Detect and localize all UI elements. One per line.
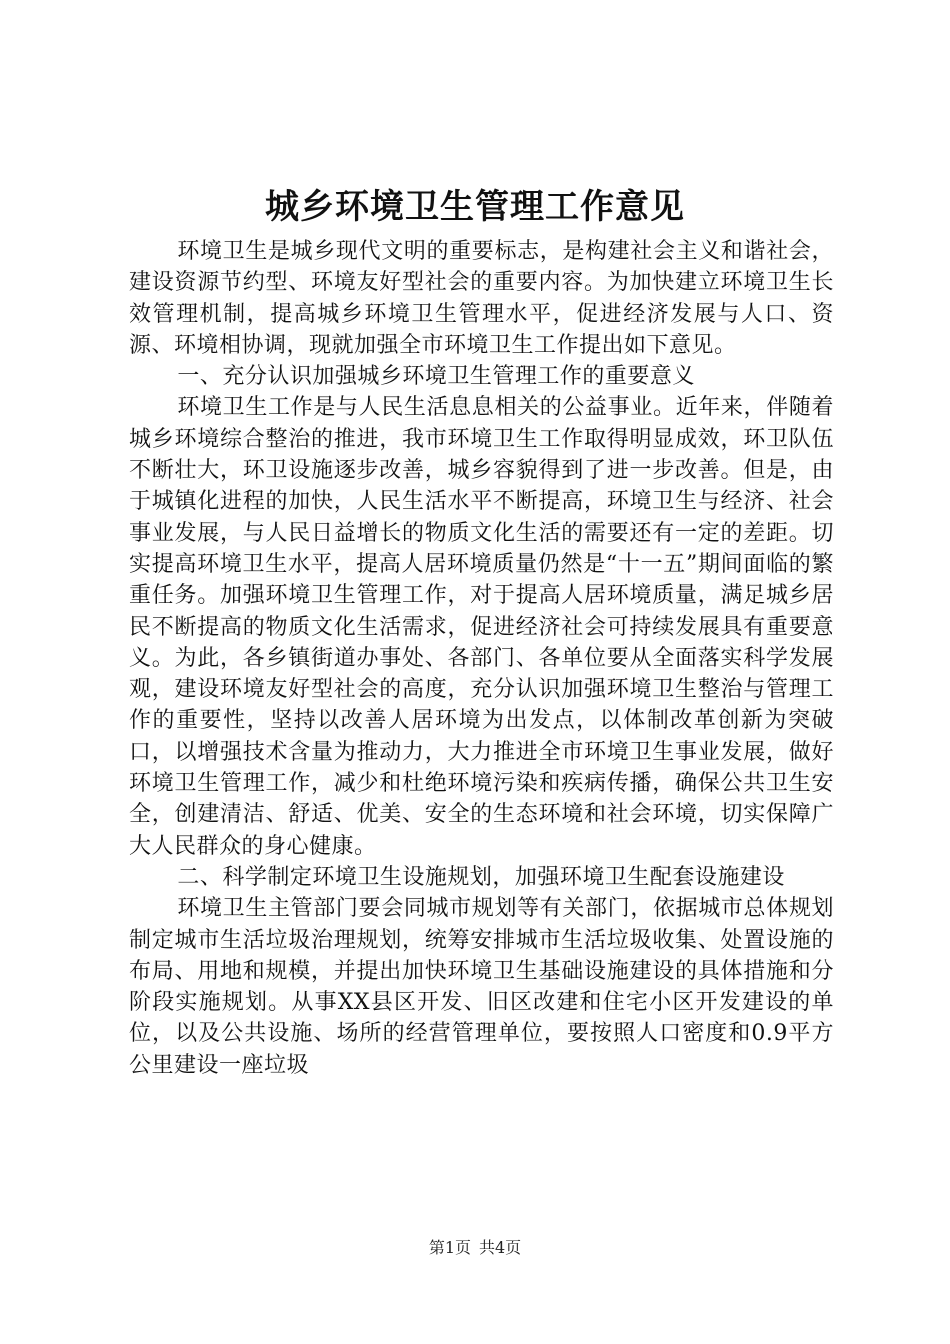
section-heading-1: 一、充分认识加强城乡环境卫生管理工作的重要意义: [177, 364, 695, 390]
intro-paragraph: 环境卫生是城乡现代文明的重要标志，是构建社会主义和谐社会，建设资源节约型、环境友好型社会的重要内容。为加快建立环境卫生长效管理机制，提高城乡环境卫生管理水平，促进经济发展与人口、资源、环境相协调，现就加强全市环境卫生工作提出如下意见。: [129, 239, 834, 358]
section-1-paragraph: 环境卫生工作是与人民生活息息相关的公益事业。近年来，伴随着城乡环境综合整治的推进，我市环境卫生工作取得明显成效，环卫队伍不断壮大，环卫设施逐步改善，城乡容貌得到了进一步改善。但是，由于城镇化进程的加快，人民生活水平不断提高，环境卫生与经济、社会事业发展，与人民日益增长的物质文化生活的需要还有一定的差距。切实提高环境卫生水平，提高人居环境质量仍然是“十一五”期间面临的繁重任务。加强环境卫生管理工作，对于提高人居环境质量，满足城乡居民不断提高的物质文化生活需求，促进经济社会可持续发展具有重要意义。为此，各乡镇街道办事处、各部门、各单位要从全面落实科学发展观，建设环境友好型社会的高度，充分认识加强环境卫生整治与管理工作的重要性，坚持以改善人居环境为出发点，以体制改革创新为突破口，以增强技术含量为推动力，大力推进全市环境卫生事业发展，做好环境卫生管理工作，减少和杜绝环境污染和疾病传播，确保公共卫生安全，创建清洁、舒适、优美、安全的生态环境和社会环境，切实保障广大人民群众的身心健康。: [129, 395, 834, 859]
page-footer: [0, 1237, 950, 1259]
section-heading-2: 二、科学制定环境卫生设施规划，加强环境卫生配套设施建设: [177, 864, 785, 890]
section-2-paragraph: 环境卫生主管部门要会同城市规划等有关部门，依据城市总体规划制定城市生活垃圾治理规划，统筹安排城市生活垃圾收集、处置设施的布局、用地和规模，并提出加快环境卫生基础设施建设的具体措施和分阶段实施规划。从事XX县区开发、旧区改建和住宅小区开发建设的单位，以及公共设施、场所的经营管理单位，要按照人口密度和0.9平方公里建设一座垃圾: [129, 896, 834, 1078]
document-title: 城乡环境卫生管理工作意见: [265, 187, 685, 227]
page-number: 第1页: [428, 1238, 471, 1257]
total-pages: 共4页: [479, 1238, 522, 1257]
document-body: [129, 236, 834, 1081]
